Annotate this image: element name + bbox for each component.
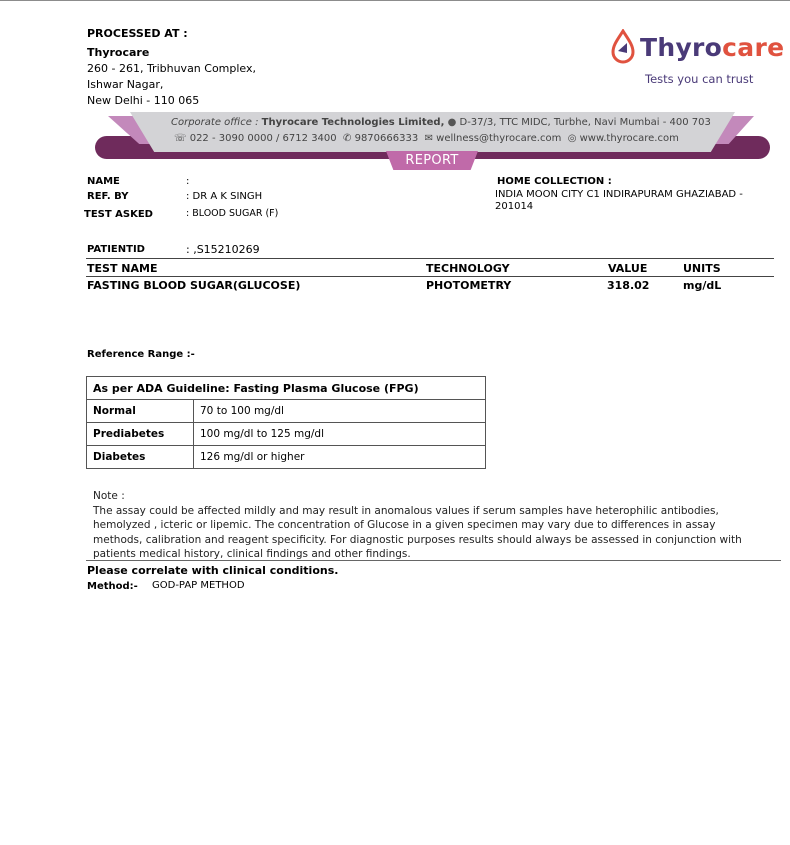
name-separator: : [186,176,190,187]
report-label: REPORT [405,153,459,168]
corporate-office-line [171,117,711,128]
home-collection-address: INDIA MOON CITY C1 INDIRAPURAM GHAZIABAD - [495,189,743,200]
reference-category: Normal [87,400,194,423]
location-pin-icon: ● [447,117,457,128]
corporate-label: Corporate office : [171,117,259,128]
reference-category: Prediabetes [87,423,194,446]
reference-category: Diabetes [87,446,194,469]
contact-line [174,133,679,144]
test-asked-label: TEST ASKED [84,209,153,220]
processed-at-address-line: New Delhi - 110 065 [87,94,200,107]
top-border [0,0,790,1]
reference-range: 126 mg/dl or higher [194,446,486,469]
results-top-rule [86,258,774,259]
logo-text-care: care [722,33,785,62]
phone-icon: ☏ [174,133,187,144]
processed-at-name: Thyrocare [87,46,150,59]
note-label: Note : [93,490,125,502]
corporate-address: D-37/3, TTC MIDC, Turbhe, Navi Mumbai - 400 703 [459,117,711,128]
ref-by-value: : DR A K SINGH [186,191,263,202]
result-units: mg/dL [683,279,722,292]
reference-range-table [86,376,486,469]
result-value: 318.02 [607,279,650,292]
results-header-rule [86,276,774,277]
note-block [93,489,758,562]
table-row [87,446,486,469]
home-collection-address: 201014 [495,201,534,212]
col-header-units: UNITS [683,262,721,275]
reference-table-header [87,377,486,400]
logo-text-thyro: Thyro [640,33,723,62]
globe-icon: ◎ [567,133,577,144]
method-label: Method:- [87,581,138,592]
reference-range: 70 to 100 mg/dl [194,400,486,423]
drop-logo-icon [610,29,636,65]
reference-range-label: Reference Range :- [87,349,195,360]
corporate-company: Thyrocare Technologies Limited, [261,117,445,128]
note-bottom-rule [86,560,781,561]
method-value: GOD-PAP METHOD [152,580,245,591]
ref-by-label: REF. BY [87,191,129,202]
processed-at-heading: PROCESSED AT : [87,27,188,40]
col-header-technology: TECHNOLOGY [426,262,510,275]
patient-id-label: PATIENTID [87,244,145,255]
home-collection-label: HOME COLLECTION : [497,176,612,187]
result-technology: PHOTOMETRY [426,279,512,292]
whatsapp-icon: ✆ [343,133,352,144]
correlate-statement: Please correlate with clinical conditions. [87,564,339,577]
logo-tagline: Tests you can trust [645,72,754,86]
col-header-value: VALUE [608,262,648,275]
reference-table-title: As per ADA Guideline: Fasting Plasma Glucose (FPG) [87,377,486,400]
processed-at-address-line: Ishwar Nagar, [87,78,164,91]
note-text: The assay could be affected mildly and may result in anomalous values if serum samples have heterophilic antibodies, hemolyzed , icteric or lipemic. The concentration of Glucose in a given specimen may vary due to differences in assay methods, calibration and reagent specificity. For diagnostic purposes results should always be assessed in conjunction with patients medical history, clinical findings and other findings. [93,504,742,561]
processed-at-address-line: 260 - 261, Tribhuvan Complex, [87,62,257,75]
test-asked-value: : BLOOD SUGAR (F) [186,208,279,219]
email-icon: ✉ [424,133,433,144]
name-label: NAME [87,176,120,187]
patient-id-value: : ,S15210269 [186,243,260,256]
table-row [87,423,486,446]
phone-number: 022 - 3090 0000 / 6712 3400 [189,133,337,144]
whatsapp-number: 9870666333 [354,133,419,144]
col-header-test-name: TEST NAME [87,262,158,275]
result-test-name: FASTING BLOOD SUGAR(GLUCOSE) [87,279,301,292]
table-row [87,400,486,423]
email-address[interactable]: wellness@thyrocare.com [436,133,562,144]
reference-range: 100 mg/dl to 125 mg/dl [194,423,486,446]
website-link[interactable]: www.thyrocare.com [579,133,679,144]
